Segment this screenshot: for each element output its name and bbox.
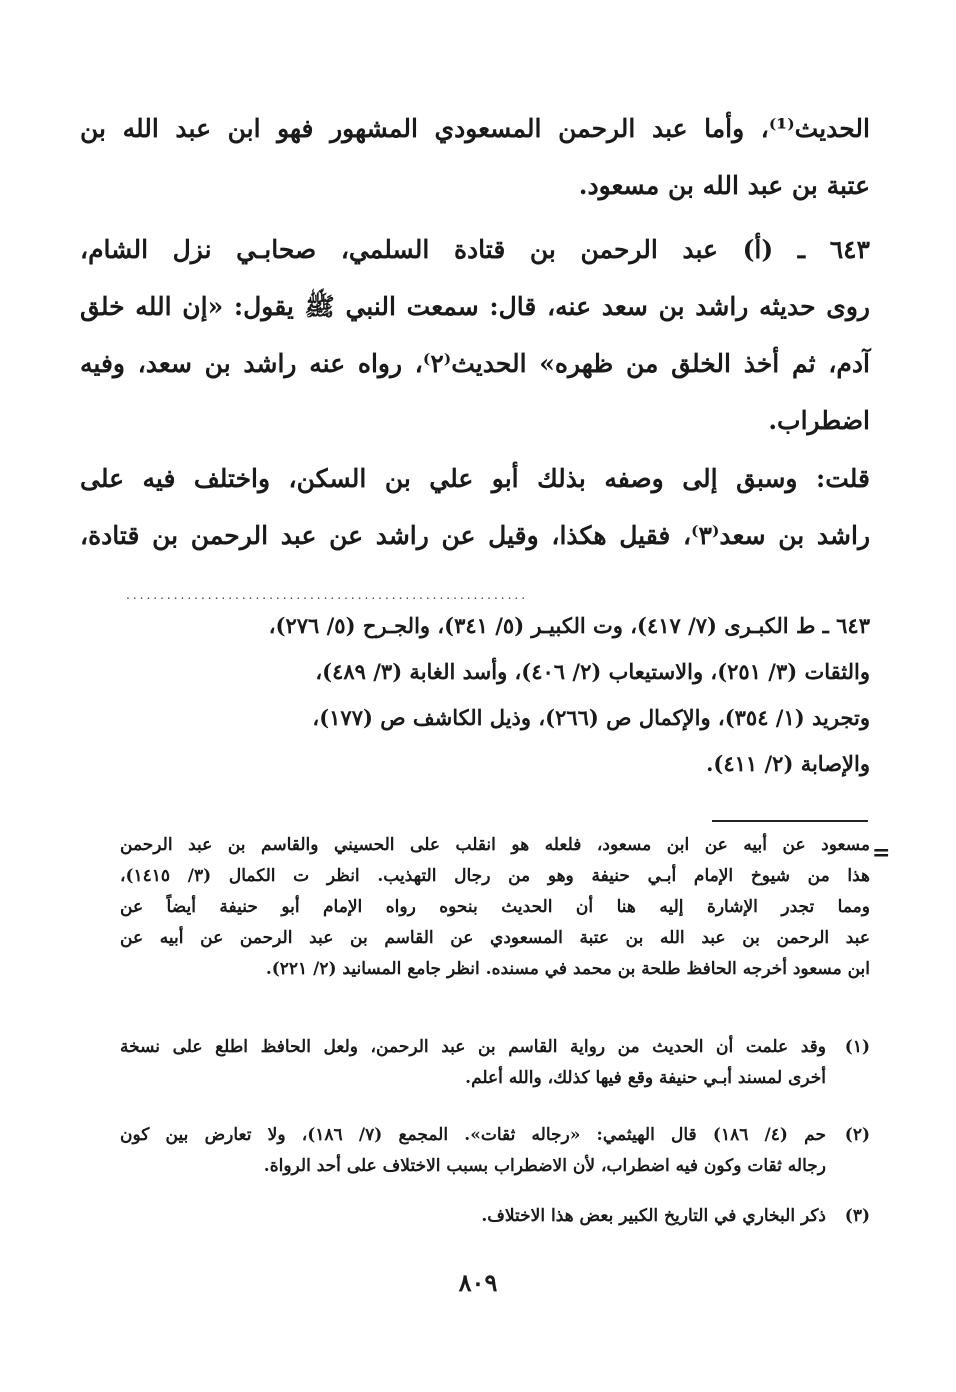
footnote-line: عبد الرحمن بن عبد الله بن عتبة المسعودي عن القاسم بن عبد الرحمن عن أبيه عن — [120, 928, 870, 948]
page-number: ٨٠٩ — [458, 1268, 498, 1297]
main-paragraph-1 — [80, 100, 870, 214]
footnote-line: وقد علمت أن الحديث من رواية القاسم بن عبد الرحمن، ولعل الحافظ اطلع على نسخة — [120, 1037, 826, 1057]
reference-line: وتجريد (١/ ٣٥٤)، والإكمال ص (٢٦٦)، وذيل الكاشف ص (١٧٧)، — [312, 705, 870, 730]
footnote-2 — [120, 1120, 826, 1182]
footnote-3 — [120, 1201, 826, 1232]
text-line: الحديث⁽¹⁾، وأما عبد الرحمن المسعودي المشهور فهو ابن عبد الله بن — [80, 114, 870, 143]
text-line: آدم، ثم أخذ الخلق من ظهره» الحديث⁽٢⁾، رواه عنه راشد بن سعد، وفيه — [80, 349, 870, 378]
text-line: اضطراب. — [768, 406, 870, 435]
references-block — [170, 603, 870, 787]
footnote-1-number: (١) — [844, 1037, 870, 1057]
text-line: روى حديثه راشد بن سعد عنه، قال: سمعت النبي ﷺ يقول: «إن الله خلق — [80, 292, 870, 321]
main-paragraph-3 — [80, 450, 870, 564]
footnote-line: ابن مسعود أخرجه الحافظ طلحة بن محمد في مسنده. انظر جامع المسانيد (٢/ ٢٢١). — [265, 959, 870, 979]
footnote-line: ذكر البخاري في التاريخ الكبير بعض هذا الاختلاف. — [481, 1206, 826, 1226]
footnote-line: رجاله ثقات وكون فيه اضطراب، لأن الاضطراب بسبب الاختلاف على أحد الرواة. — [263, 1156, 826, 1176]
dotted-separator: ........................................................... — [126, 588, 529, 602]
footnote-line: مسعود عن أبيه عن ابن مسعود، فلعله هو انقلب على الحسيني والقاسم بن عبد الرحمن — [120, 835, 870, 855]
footnote-line: حم (٤/ ١٨٦) قال الهيثمي: «رجاله ثقات». المجمع (٧/ ١٨٦)، ولا تعارض بين كون — [120, 1125, 826, 1145]
reference-line: والثقات (٣/ ٢٥١)، والاستيعاب (٢/ ٤٠٦)، وأسد الغابة (٣/ ٤٨٩)، — [315, 659, 870, 684]
footnote-3-number: (٣) — [844, 1206, 870, 1226]
reference-line: والإصابة (٢/ ٤١١). — [706, 751, 870, 776]
text-line: قلت: وسبق إلى وصفه بذلك أبو علي بن السكن، واختلف فيه على — [80, 464, 870, 493]
reference-line: ٦٤٣ ـ ط الكبـرى (٧/ ٤١٧)، وت الكبيـر (٥/ ٣٤١)، والجـرح (٥/ ٢٧٦)، — [268, 613, 870, 638]
footnote-line: أخرى لمسند أبـي حنيفة وقع فيها كذلك، والله أعلم. — [465, 1068, 826, 1088]
footnote-1 — [120, 1032, 826, 1094]
footnote-rule — [712, 820, 868, 822]
continuation-mark: = — [872, 840, 891, 866]
text-line: ٦٤٣ ـ (أ) عبد الرحمن بن قتادة السلمي، صحابـي نزل الشام، — [80, 235, 870, 264]
text-line: عتبة بن عبد الله بن مسعود. — [578, 171, 870, 200]
text-line: راشد بن سعد⁽٣⁾، فقيل هكذا، وقيل عن راشد عن عبد الرحمن بن قتادة، — [80, 521, 871, 550]
footnote-continuation — [120, 830, 870, 985]
footnote-2-number: (٢) — [844, 1125, 870, 1145]
footnote-line: ومما تجدر الإشارة إليه هنا أن الحديث بنحوه رواه الإمام أبو حنيفة أيضاً عن — [120, 897, 870, 917]
entry-643-paragraph — [80, 221, 870, 449]
footnote-line: هذا من شيوخ الإمام أبـي حنيفة وهو من رجال التهذيب. انظر ت الكمال (٣/ ١٤١٥)، — [120, 866, 870, 886]
